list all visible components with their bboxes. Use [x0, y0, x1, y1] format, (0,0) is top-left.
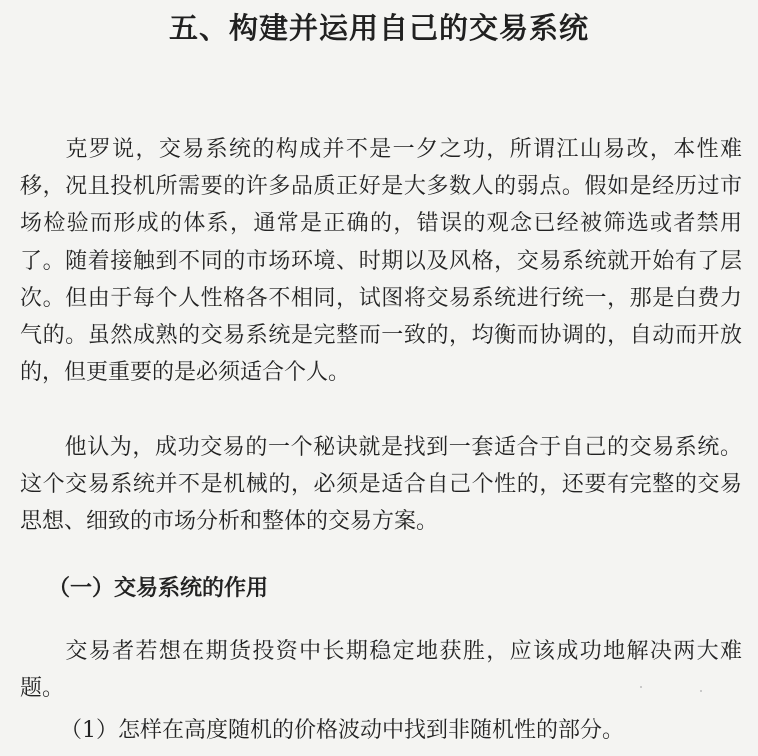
paragraph-2	[20, 429, 742, 541]
section-paragraph-text: 交易者若想在期货投资中长期稳定地获胜，应该成功地解决两大难题。	[20, 639, 742, 702]
paragraph-2-text: 他认为，成功交易的一个秘诀就是找到一套适合于自己的交易系统。这个交易系统并不是机械的，必须是适合自己个性的，还要有完整的交易思想、细致的市场分析和整体的交易方案。	[20, 435, 742, 535]
list-item: （1）怎样在高度随机的价格波动中找到非随机性的部分。	[60, 718, 624, 743]
paragraph-1-text: 克罗说，交易系统的构成并不是一夕之功，所谓江山易改，本性难移，况且投机所需要的许多品质正好是大多数人的弱点。假如是经历过市场检验而形成的体系，通常是正确的，错误的观念已经被筛选或者禁用了。随着接触到不同的市场环境、时期以及风格，交易系统就开始有了层次。但由于每个人性格各不相同，试图将交易系统进行统一，那是白费力气的。虽然成熟的交易系统是完整而一致的，均衡而协调的，自动而开放的，但更重要的是必须适合个人。	[20, 137, 742, 386]
section-heading: （一）交易系统的作用	[48, 576, 269, 601]
section-paragraph	[20, 633, 742, 707]
chapter-title: 五、构建并运用自己的交易系统	[168, 11, 589, 45]
paragraph-1	[20, 131, 742, 391]
scan-speck	[700, 690, 702, 692]
scan-speck	[640, 686, 642, 688]
